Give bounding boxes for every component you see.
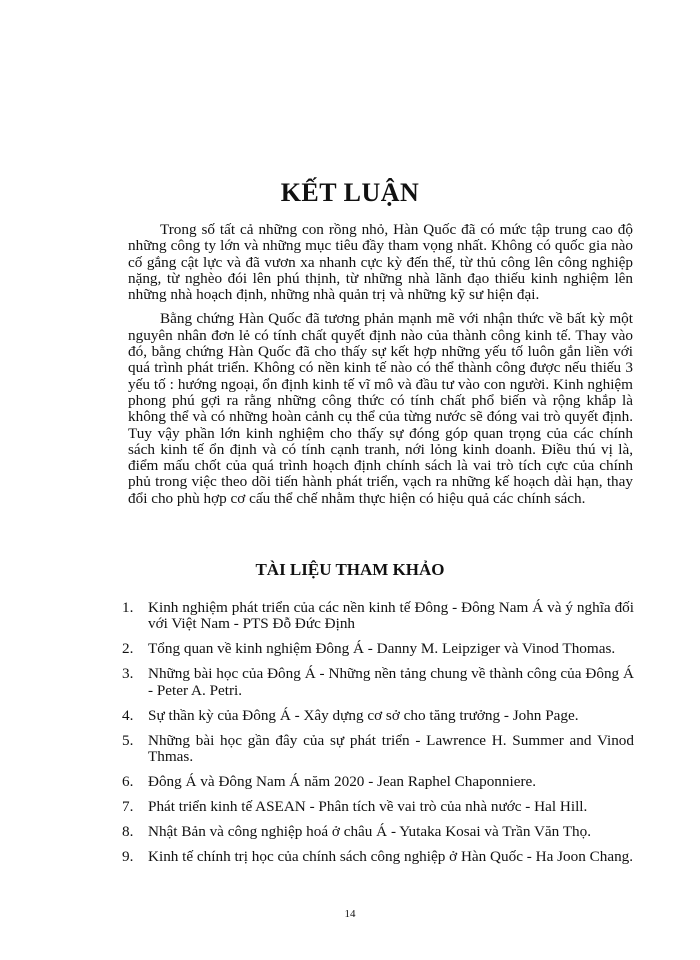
reference-number: 7.	[122, 798, 134, 816]
paragraph-2: Bằng chứng Hàn Quốc đã tương phản mạnh mẽ với nhận thức về bất kỳ một nguyên nhân đơn lẻ có tính chất quyết định nào của thành công kinh tế. Thay vào đó, bằng chứng Hàn Quốc đã cho thấy sự kết hợp những yếu tố luôn gắn liền với quá trình phát triển. Không có nền kinh tế nào có thể thành công được nếu thiếu 3 yếu tố : hướng ngoại, ổn định kinh tế vĩ mô và đầu tư vào con người. Kinh nghiệm phong phú gợi ra rằng những công thức có tính chất phổ biến và rộng khắp là không thể và có những hoàn cảnh cụ thể của từng nước sẽ đóng vai trò quyết định. Tuy vậy phần lớn kinh nghiệm cho thấy sự đóng góp quan trọng của các chính sách kinh tế ổn định và có tính cạnh tranh, nới lỏng kinh doanh. Điều thú vị là, điểm mấu chốt của quá trình hoạch định chính sách là vai trò tích cực của chính phủ trong việc theo dõi tiến hành phát triển, vạch ra những kế hoạch dài hạn, thay đổi cho phù hợp cơ cấu thể chế nhằm thực hiện có hiệu quả các chính sách.	[128, 310, 633, 507]
reference-item	[122, 641, 634, 657]
reference-text: Sự thần kỳ của Đông Á - Xây dựng cơ sở cho tăng trưởng - John Page.	[148, 706, 579, 724]
page-title: KẾT LUẬN	[280, 178, 420, 207]
reference-number: 4.	[122, 706, 134, 724]
reference-number: 2.	[122, 640, 134, 658]
reference-text: Đông Á và Đông Nam Á năm 2020 - Jean Raphel Chaponniere.	[148, 773, 537, 791]
references-list	[122, 600, 634, 874]
reference-item	[122, 824, 634, 840]
reference-item	[122, 708, 634, 724]
reference-number: 6.	[122, 773, 134, 791]
reference-text: Phát triển kinh tế ASEAN - Phân tích về vai trò của nhà nước - Hal Hill.	[148, 798, 588, 816]
paragraph-1: Trong số tất cả những con rồng nhỏ, Hàn Quốc đã có mức tập trung cao độ những công ty lớn và những mục tiêu đầy tham vọng nhất. Không có quốc gia nào cố gắng cật lực và đã vươn xa nhanh cực kỳ đến thế, từ thủ công lên công nghiệp nặng, từ nghèo đói lên phú thịnh, từ những nhà lãnh đạo thiếu kinh nghiệm lên những nhà hoạch định, những nhà quản trị và những kỹ sư hiện đại.	[128, 221, 633, 304]
reference-item	[122, 733, 634, 766]
reference-number: 9.	[122, 848, 134, 866]
reference-item	[122, 666, 634, 699]
reference-number: 5.	[122, 731, 134, 749]
reference-text: Kinh tế chính trị học của chính sách công nghiệp ở Hàn Quốc - Ha Joon Chang.	[148, 848, 634, 866]
reference-text: Những bài học của Đông Á - Những nền tảng chung về thành công của Đông Á - Peter A. Petri.	[148, 665, 634, 699]
reference-text: Những bài học gần đây của sự phát triển - Lawrence H. Summer and Vinod Thmas.	[148, 731, 634, 766]
reference-item	[122, 799, 634, 815]
reference-text: Kinh nghiệm phát triển của các nền kinh tế Đông - Đông Nam Á và ý nghĩa đối với Việt Nam - PTS Đỗ Đức Định	[148, 599, 634, 633]
reference-number: 3.	[122, 665, 134, 683]
reference-text: Nhật Bản và công nghiệp hoá ở châu Á - Yutaka Kosai và Trần Văn Thọ.	[148, 823, 592, 841]
reference-item	[122, 849, 634, 865]
references-title: TÀI LIỆU THAM KHẢO	[255, 560, 445, 579]
reference-item	[122, 600, 634, 633]
page-number: 14	[344, 908, 356, 920]
reference-number: 8.	[122, 823, 134, 841]
reference-text: Tổng quan về kinh nghiệm Đông Á - Danny M. Leipziger và Vinod Thomas.	[148, 640, 616, 658]
reference-number: 1.	[122, 599, 134, 616]
conclusion-body	[128, 222, 633, 515]
reference-item	[122, 774, 634, 790]
